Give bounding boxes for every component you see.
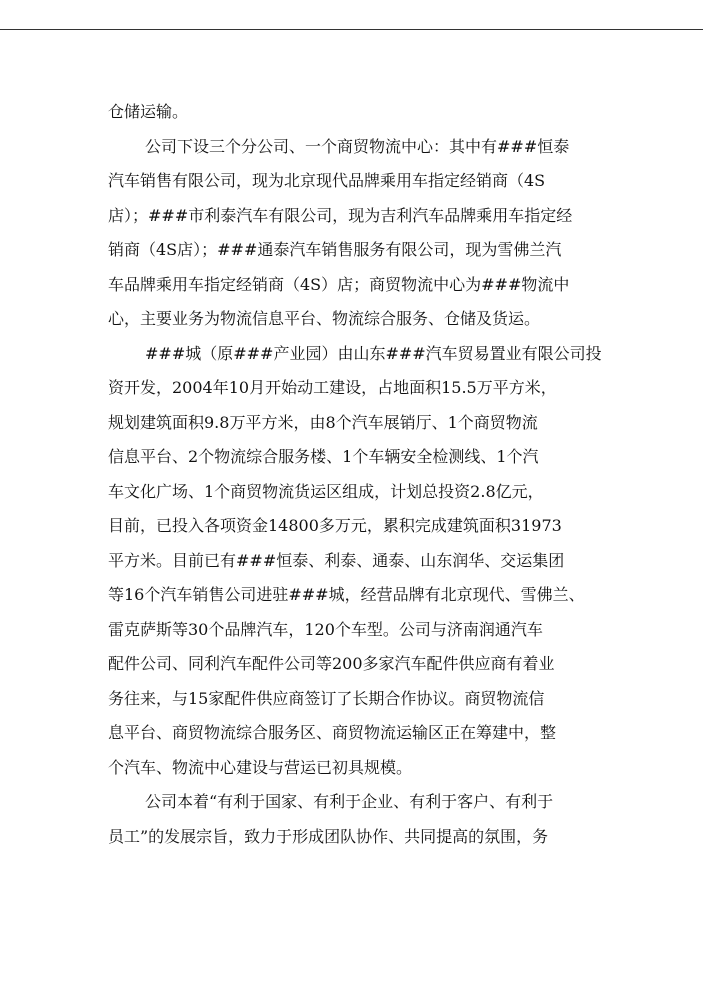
text-line: 员工”的发展宗旨，致力于形成团队协作、共同提高的氛围，务 (108, 826, 549, 846)
text-line: 信息平台、2个物流综合服务楼、1个车辆安全检测线、1个汽 (108, 447, 539, 466)
document-body (108, 95, 608, 854)
paragraph-start-line: ###城（原###产业园）由山东###汽车贸易置业有限公司投 (145, 343, 602, 363)
text-line: 等16个汽车销售公司进驻###城，经营品牌有北京现代、雪佛兰、 (108, 585, 585, 604)
text-line: 雷克萨斯等30个品牌汽车，120个车型。公司与济南润通汽车 (108, 619, 543, 639)
header-rule (0, 29, 703, 30)
text-line: 销商（4S店）；###通泰汽车销售服务有限公司，现为雪佛兰汽 (108, 240, 562, 259)
text-line: 规划建筑面积9.8万平方米，由8个汽车展销厅、1个商贸物流 (108, 412, 538, 432)
text-line: 仓储运输。 (108, 102, 189, 121)
text-line: 心，主要业务为物流信息平台、物流综合服务、仓储及货运。 (108, 309, 541, 328)
paragraph-start-line: 公司下设三个分公司、一个商贸物流中心：其中有###恒泰 (145, 136, 570, 156)
text-line: 车文化广场、1个商贸物流货运区组成，计划总投资2.8亿元， (108, 481, 544, 501)
text-line: 息平台、商贸物流综合服务区、商贸物流运输区正在筹建中，整 (108, 723, 557, 742)
paragraph-start-line: 公司本着“有利于国家、有利于企业、有利于客户、有利于 (145, 792, 554, 811)
text-line: 配件公司、同利汽车配件公司等200多家汽车配件供应商有着业 (108, 654, 555, 673)
text-line: 资开发，2004年10月开始动工建设，占地面积15.5万平方米， (108, 378, 557, 397)
text-line: 车品牌乘用车指定经销商（4S）店；商贸物流中心为###物流中 (108, 274, 570, 294)
text-line: 平方米。目前已有###恒泰、利泰、通泰、山东润华、交运集团 (108, 550, 565, 570)
text-line: 务往来，与15家配件供应商签订了长期合作协议。商贸物流信 (108, 688, 545, 708)
text-line: 汽车销售有限公司，现为北京现代品牌乘用车指定经销商（4S (108, 171, 546, 190)
text-line: 个汽车、物流中心建设与营运已初具规模。 (108, 757, 413, 777)
text-line: 目前，已投入各项资金14800多万元，累积完成建筑面积31973 (108, 516, 562, 535)
text-line: 店）；###市利泰汽车有限公司，现为吉利汽车品牌乘用车指定经 (108, 205, 573, 225)
